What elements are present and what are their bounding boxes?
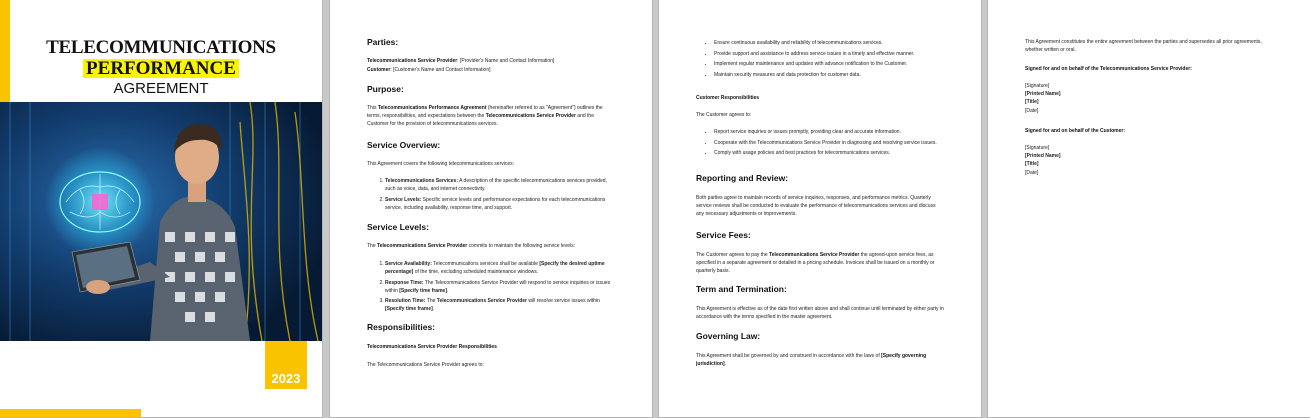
list-item: • Implement regular maintenance and updates with advance notification to the Customer. bbox=[714, 60, 944, 68]
item-label: Telecommunications Services: bbox=[385, 178, 458, 184]
item-label: Response Time: bbox=[385, 279, 424, 286]
item-placeholder: [Specify time frame] bbox=[385, 306, 433, 312]
item-placeholder: [Specify time frame] bbox=[399, 287, 447, 294]
provider-printed-name: [Printed Name] bbox=[1025, 91, 1061, 97]
customer-label: Customer bbox=[367, 67, 391, 73]
list-item bbox=[385, 177, 615, 193]
law-b: [Specify governing jurisdiction] bbox=[696, 353, 927, 367]
title-line-3: AGREEMENT bbox=[113, 80, 209, 97]
overview-paragraph: This Agreement covers the following telecommunications services: bbox=[367, 161, 515, 167]
heading-parties: Parties: bbox=[367, 37, 399, 47]
fees-c: the agreed-upon service fees, as specified in a separate agreement or detailed in a pricing schedule. Invoices shall be issued on a monthly or quarterly basis. bbox=[696, 252, 935, 274]
title-line-2: PERFORMANCE bbox=[83, 59, 239, 78]
heading-service-overview: Service Overview: bbox=[367, 140, 441, 150]
page-4 bbox=[988, 0, 1310, 417]
item-text: A description of the specific telecommunications services provided, such as voice, data, and internet connectivity. bbox=[385, 178, 607, 192]
levels-c: commits to maintain the following service levels: bbox=[467, 243, 576, 249]
customer-bullets-block bbox=[696, 128, 944, 160]
purpose-paragraph bbox=[367, 104, 615, 128]
purpose-d: Telecommunications Service Provider bbox=[485, 113, 576, 119]
heading-term-termination: Term and Termination: bbox=[696, 284, 787, 294]
levels-a: The bbox=[367, 243, 378, 249]
title-line-1: TELECOMMUNICATIONS bbox=[46, 37, 276, 58]
heading-governing-law: Governing Law: bbox=[696, 331, 761, 341]
item-placeholder: [Specify the desired uptime percentage] bbox=[385, 261, 605, 275]
heading-service-levels: Service Levels: bbox=[367, 222, 429, 232]
page-3 bbox=[659, 0, 981, 417]
customer-resp-subheading: Customer Responsibilities bbox=[696, 95, 760, 101]
cover-year: 2023 bbox=[271, 371, 301, 386]
law-paragraph bbox=[696, 352, 944, 368]
cover-bottom-bar bbox=[0, 409, 141, 417]
list-item: • Cooperate with the Telecommunications Service Provider in diagnosing and resolving service issues. bbox=[714, 139, 944, 147]
heading-service-fees: Service Fees: bbox=[696, 230, 751, 240]
list-item bbox=[385, 196, 615, 212]
levels-list-block bbox=[367, 260, 615, 316]
signed-customer-heading: Signed for and on behalf of the Customer: bbox=[1025, 128, 1125, 134]
heading-reporting-review: Reporting and Review: bbox=[696, 173, 789, 183]
item-text: of the time, excluding scheduled maintenance windows. bbox=[413, 269, 539, 275]
provider-bullets bbox=[696, 39, 944, 79]
list-item: • Report service inquiries or issues promptly, providing clear and accurate information. bbox=[714, 128, 944, 136]
law-c: . bbox=[724, 361, 727, 367]
item-text: The bbox=[425, 298, 437, 304]
levels-list bbox=[367, 260, 615, 313]
customer-value: : [Customer's Name and Contact Information] bbox=[390, 67, 491, 73]
fees-b: Telecommunications Service Provider bbox=[769, 252, 860, 258]
item-text: Telecommunications services shall be available bbox=[431, 261, 540, 267]
heading-responsibilities: Responsibilities: bbox=[367, 322, 436, 332]
list-item bbox=[385, 297, 615, 313]
item-text: will resolve service issues within bbox=[527, 298, 600, 304]
customer-date: [Date] bbox=[1025, 170, 1039, 176]
purpose-a: This bbox=[367, 105, 378, 111]
item-label: Service Availability: bbox=[385, 261, 432, 267]
item-text: . bbox=[446, 287, 449, 294]
provider-resp-subheading: Telecommunications Service Provider Responsibilities bbox=[367, 344, 497, 350]
fees-a: The Customer agrees to pay the bbox=[696, 252, 770, 258]
heading-purpose: Purpose: bbox=[367, 84, 404, 94]
reporting-paragraph: Both parties agree to maintain records of service inquiries, responses, and performance metrics. Quarterly service reviews shall be conducted to evaluate the performance of telecommunications services and discuss any necessary adjustments or improvements. bbox=[696, 195, 936, 217]
list-item bbox=[385, 279, 615, 295]
item-bold: Telecommunications Service Provider bbox=[436, 298, 528, 304]
customer-resp-paragraph: The Customer agrees to: bbox=[696, 112, 752, 118]
item-text: The Telecommunications Service Provider will respond to service inquiries or issues within bbox=[385, 279, 611, 294]
provider-bullets-block bbox=[696, 39, 944, 81]
overview-list-block bbox=[367, 177, 615, 214]
page-2 bbox=[330, 0, 652, 417]
fees-paragraph bbox=[696, 251, 944, 275]
purpose-e: and the Customer for the provision of telecommunications services. bbox=[367, 113, 594, 127]
signed-provider-heading: Signed for and on behalf of the Telecommunications Service Provider: bbox=[1025, 66, 1192, 72]
customer-printed-name: [Printed Name] bbox=[1025, 153, 1061, 159]
overview-list bbox=[367, 177, 615, 212]
cover-title bbox=[0, 38, 322, 97]
item-label: Resolution Time: bbox=[385, 298, 426, 304]
cover-page bbox=[0, 0, 322, 417]
customer-title: [Title] bbox=[1025, 161, 1039, 167]
provider-date: [Date] bbox=[1025, 108, 1039, 114]
list-item: • Comply with usage policies and best practices for telecommunications services. bbox=[714, 149, 944, 157]
item-text: Specific service levels and performance expectations for each telecommunications service, including availability, response time, and support. bbox=[385, 196, 606, 211]
customer-signature: [Signature] bbox=[1025, 145, 1050, 151]
provider-line bbox=[367, 57, 615, 65]
item-label: Service Levels: bbox=[385, 196, 422, 203]
term-paragraph: This Agreement is effective as of the date first written above and shall continue until terminated by either party in accordance with the terms specified in the master agreement. bbox=[696, 306, 944, 320]
item-text: . bbox=[432, 306, 435, 312]
cover-photo bbox=[0, 102, 322, 341]
levels-b: Telecommunications Service Provider bbox=[377, 243, 468, 249]
provider-resp-paragraph: The Telecommunications Service Provider agrees to: bbox=[367, 362, 484, 368]
list-item bbox=[385, 260, 615, 276]
provider-value: : [Provider's Name and Contact Information] bbox=[457, 58, 555, 64]
customer-line bbox=[367, 66, 615, 74]
purpose-c: (hereinafter referred to as "Agreement") outlines the terms, responsibilities, and expectations between the bbox=[367, 105, 603, 119]
list-item: • Ensure continuous availability and reliability of telecommunications services. bbox=[714, 39, 944, 47]
customer-bullets bbox=[696, 128, 944, 157]
list-item: • Maintain security measures and data protection for customer data. bbox=[714, 71, 944, 79]
levels-paragraph bbox=[367, 242, 615, 250]
provider-label: Telecommunications Service Provider bbox=[367, 58, 458, 64]
entire-agreement-paragraph: This Agreement constitutes the entire agreement between the parties and supersedes all prior agreements, whether written or oral. bbox=[1025, 39, 1262, 53]
year-box bbox=[265, 341, 307, 389]
provider-title: [Title] bbox=[1025, 99, 1039, 105]
law-a: This Agreement shall be governed by and construed in accordance with the laws of bbox=[696, 353, 882, 359]
purpose-b: Telecommunications Performance Agreement bbox=[377, 105, 487, 111]
provider-signature: [Signature] bbox=[1025, 83, 1050, 89]
list-item: • Provide support and assistance to address service issues in a timely and effective manner. bbox=[714, 50, 944, 58]
